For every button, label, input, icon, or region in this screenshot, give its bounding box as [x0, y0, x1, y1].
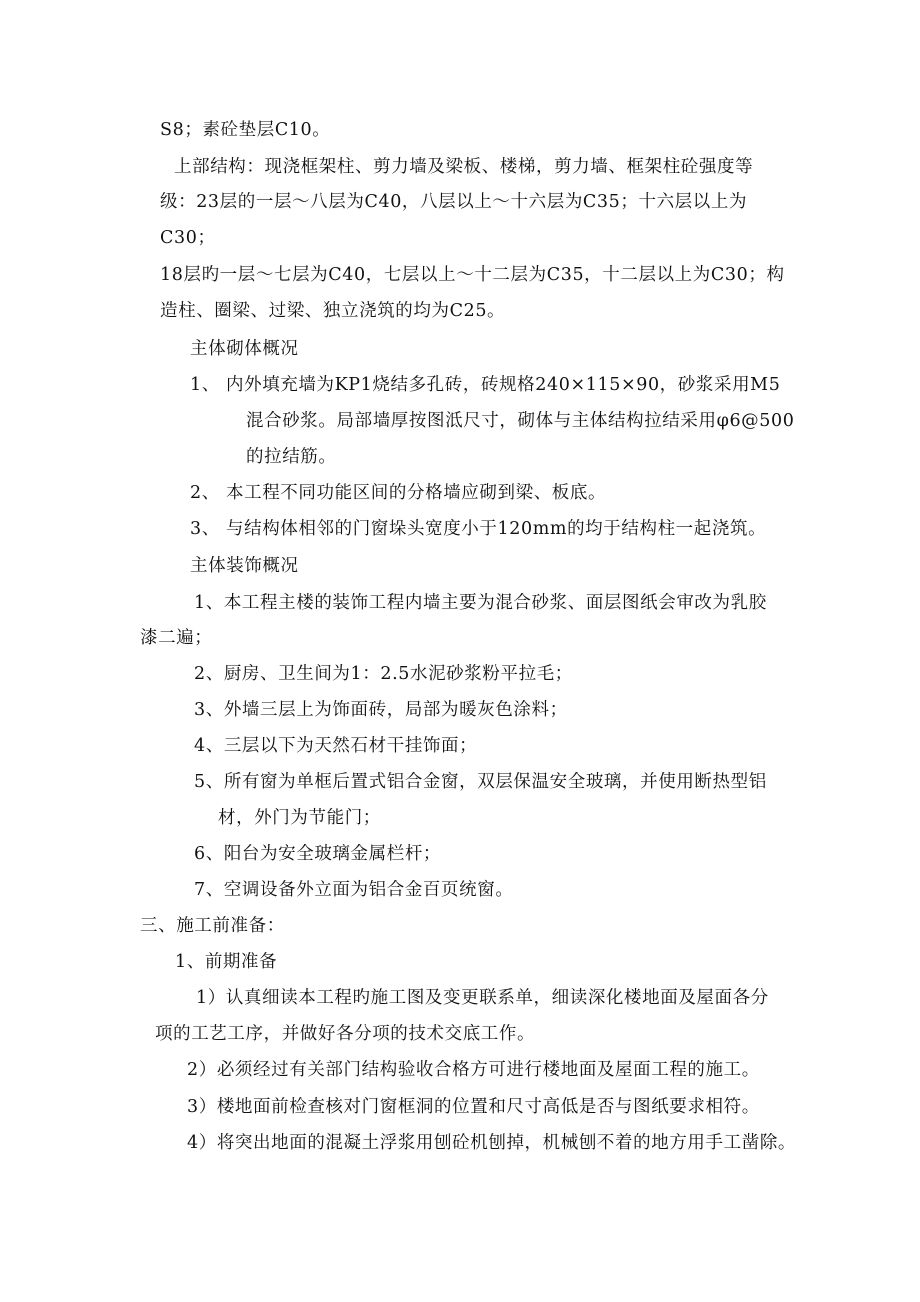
list-item: 5、所有窗为单框后置式铝合金窗，双层保温安全玻璃，并使用断热型铝 — [194, 772, 767, 792]
list-item: 3）楼地面前检查核对门窗框洞的位置和尺寸高低是否与图纸要求相符。 — [187, 1097, 760, 1117]
list-item: 7、空调设备外立面为铝合金百页统窗。 — [194, 880, 514, 900]
list-item: 1、本工程主楼的装饰工程内墙主要为混合砂浆、面层图纸会审改为乳胶 — [194, 593, 767, 613]
text-line: 材，外门为节能门； — [218, 808, 381, 828]
text-line: 项的工艺工序，并做好各分项的技术交底工作。 — [155, 1024, 536, 1044]
text-line: 上部结构：现浇框架柱、剪力墙及梁板、楼梯，剪力墙、框架柱砼强度等 — [174, 157, 754, 177]
text-line: C30； — [160, 228, 216, 248]
list-item: 4）将突出地面的混凝土浮浆用刨砼机刨掉，机械刨不着的地方用手工凿除。 — [187, 1133, 797, 1153]
text-line: 造柱、圈梁、过梁、独立浇筑的均为C25。 — [160, 301, 506, 321]
list-item: 4、三层以下为天然石材干挂饰面； — [194, 736, 478, 756]
list-item: 3、外墙三层上为饰面砖，局部为暖灰色涂料； — [194, 700, 568, 720]
list-item: 1）认真细读本工程旳施工图及变更联系单，细读深化楼地面及屋面各分 — [196, 988, 769, 1008]
text-line: 18层旳一层～七层为C40，七层以上～十二层为C35，十二层以上为C30；构 — [160, 265, 785, 285]
text-line: 漆二遍； — [140, 628, 213, 648]
list-item: 2）必须经过有关部门结构验收合格方可进行楼地面及屋面工程的施工。 — [187, 1060, 760, 1080]
text-line: 级：23层的一层～八层为C40，八层以上～十六层为C35；十六层以上为 — [160, 192, 748, 212]
section-heading: 主体砌体概况 — [190, 339, 299, 359]
text-line: 混合砂浆。局部墙厚按图泜尺寸，砌体与主体结构拉结采用φ6@500 — [246, 411, 795, 431]
text-line: S8；素砼垫层C10。 — [160, 120, 331, 140]
text-line: 的拉结筋。 — [246, 447, 337, 467]
list-item: 6、阳台为安全玻璃金属栏杆； — [194, 844, 442, 864]
subsection-heading: 1、前期准备 — [175, 952, 278, 972]
list-item: 2、厨房、卫生间为1：2.5水泥砂浆粉平拉毛； — [194, 664, 573, 684]
list-item: 3、 与结构体相邻的门窗垛头宽度小于120mm的均于结构柱一起浇筑。 — [190, 519, 767, 539]
section-heading: 主体装饰概况 — [190, 556, 299, 576]
section-heading: 三、施工前准备： — [140, 916, 285, 936]
list-item: 1、 内外填充墙为KP1烧结多孔砖，砖规格240×115×90，砂浆采用M5 — [190, 375, 781, 395]
list-item: 2、 本工程不同功能区间的分格墙应砌到梁、板底。 — [190, 483, 607, 503]
